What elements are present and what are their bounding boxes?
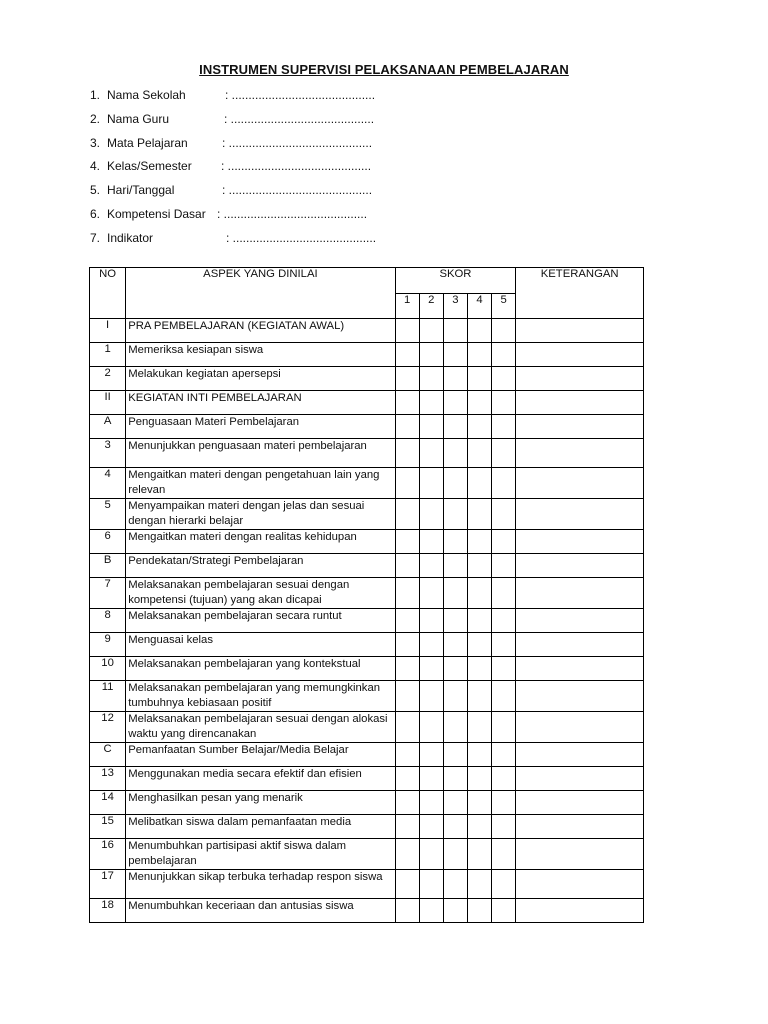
- score-cell-5[interactable]: [492, 791, 516, 815]
- info-field-number: 4.: [90, 159, 101, 174]
- score-cell-2[interactable]: [419, 578, 443, 609]
- score-cell-4[interactable]: [467, 743, 491, 767]
- score-cell-4[interactable]: [467, 499, 491, 530]
- keterangan-cell[interactable]: [516, 767, 644, 791]
- score-cell-5[interactable]: [492, 343, 516, 367]
- row-number: A: [90, 415, 126, 439]
- score-cell-5[interactable]: [492, 712, 516, 743]
- score-cell-1[interactable]: [395, 839, 419, 870]
- table-row: [90, 767, 644, 791]
- row-number: 4: [90, 468, 126, 499]
- score-cell-2[interactable]: [419, 415, 443, 439]
- info-field-number: 5.: [90, 183, 101, 198]
- row-number: 2: [90, 367, 126, 391]
- score-cell-4[interactable]: [467, 815, 491, 839]
- score-cell-3[interactable]: [443, 319, 467, 343]
- score-cell-2[interactable]: [419, 839, 443, 870]
- document-title-text: INSTRUMEN SUPERVISI PELAKSANAAN PEMBELAJARAN: [199, 62, 569, 77]
- score-cell-1[interactable]: [395, 468, 419, 499]
- score-cell-4[interactable]: [467, 767, 491, 791]
- score-cell-5[interactable]: [492, 439, 516, 468]
- row-aspect: Melaksanakan pembelajaran sesuai dengan kompetensi (tujuan) yang akan dicapai: [126, 578, 395, 609]
- row-aspect: PRA PEMBELAJARAN (KEGIATAN AWAL): [126, 319, 395, 343]
- keterangan-cell[interactable]: [516, 839, 644, 870]
- score-cell-2[interactable]: [419, 499, 443, 530]
- table-row: [90, 743, 644, 767]
- row-aspect: Menggunakan media secara efektif dan efisien: [126, 767, 395, 791]
- keterangan-cell[interactable]: [516, 870, 644, 899]
- table-row: [90, 530, 644, 554]
- score-cell-3[interactable]: [443, 391, 467, 415]
- score-cell-1[interactable]: [395, 767, 419, 791]
- score-cell-2[interactable]: [419, 554, 443, 578]
- row-number: 6: [90, 530, 126, 554]
- table-row: [90, 712, 644, 743]
- score-cell-1[interactable]: [395, 712, 419, 743]
- score-header-2: 2: [419, 294, 443, 319]
- score-cell-1[interactable]: [395, 343, 419, 367]
- header-keterangan: KETERANGAN: [516, 268, 644, 319]
- score-cell-1[interactable]: [395, 743, 419, 767]
- score-cell-2[interactable]: [419, 319, 443, 343]
- score-cell-3[interactable]: [443, 899, 467, 923]
- score-cell-5[interactable]: [492, 743, 516, 767]
- score-cell-1[interactable]: [395, 815, 419, 839]
- score-cell-3[interactable]: [443, 633, 467, 657]
- table-row: [90, 657, 644, 681]
- score-cell-5[interactable]: [492, 415, 516, 439]
- row-aspect: Melaksanakan pembelajaran secara runtut: [126, 609, 395, 633]
- row-aspect: Memeriksa kesiapan siswa: [126, 343, 395, 367]
- score-cell-3[interactable]: [443, 415, 467, 439]
- row-aspect: Menghasilkan pesan yang menarik: [126, 791, 395, 815]
- score-cell-4[interactable]: [467, 415, 491, 439]
- keterangan-cell[interactable]: [516, 899, 644, 923]
- info-field-label: Kompetensi Dasar: [107, 206, 206, 221]
- keterangan-cell[interactable]: [516, 415, 644, 439]
- score-cell-3[interactable]: [443, 839, 467, 870]
- row-number: 17: [90, 870, 126, 899]
- score-cell-4[interactable]: [467, 391, 491, 415]
- score-cell-3[interactable]: [443, 439, 467, 468]
- score-cell-3[interactable]: [443, 578, 467, 609]
- score-cell-2[interactable]: [419, 367, 443, 391]
- row-aspect: Melaksanakan pembelajaran sesuai dengan alokasi waktu yang direncanakan: [126, 712, 395, 743]
- info-field-label: Nama Guru: [107, 111, 170, 126]
- table-row: [90, 499, 644, 530]
- score-cell-1[interactable]: [395, 899, 419, 923]
- row-aspect: KEGIATAN INTI PEMBELAJARAN: [126, 391, 395, 415]
- row-number: 18: [90, 899, 126, 923]
- row-number: 15: [90, 815, 126, 839]
- score-cell-3[interactable]: [443, 468, 467, 499]
- row-aspect: Melibatkan siswa dalam pemanfaatan media: [126, 815, 395, 839]
- row-number: C: [90, 743, 126, 767]
- row-aspect: Pemanfaatan Sumber Belajar/Media Belajar: [126, 743, 395, 767]
- score-cell-3[interactable]: [443, 767, 467, 791]
- info-field-blank[interactable]: : ...........................................: [221, 159, 372, 174]
- score-cell-2[interactable]: [419, 767, 443, 791]
- score-cell-2[interactable]: [419, 343, 443, 367]
- score-cell-3[interactable]: [443, 870, 467, 899]
- table-row: [90, 468, 644, 499]
- score-cell-1[interactable]: [395, 554, 419, 578]
- keterangan-cell[interactable]: [516, 319, 644, 343]
- score-cell-3[interactable]: [443, 743, 467, 767]
- row-aspect: Menumbuhkan keceriaan dan antusias siswa: [126, 899, 395, 923]
- row-number: 7: [90, 578, 126, 609]
- score-cell-5[interactable]: [492, 499, 516, 530]
- keterangan-cell[interactable]: [516, 633, 644, 657]
- score-cell-1[interactable]: [395, 415, 419, 439]
- keterangan-cell[interactable]: [516, 743, 644, 767]
- table-row: [90, 633, 644, 657]
- keterangan-cell[interactable]: [516, 530, 644, 554]
- score-cell-1[interactable]: [395, 499, 419, 530]
- info-field-label: Kelas/Semester: [107, 159, 192, 174]
- info-field-blank[interactable]: : ...........................................: [222, 183, 373, 198]
- info-field-label: Mata Pelajaran: [107, 135, 188, 150]
- table-row: [90, 578, 644, 609]
- score-cell-1[interactable]: [395, 657, 419, 681]
- score-cell-5[interactable]: [492, 530, 516, 554]
- row-aspect: Menguasai kelas: [126, 633, 395, 657]
- score-cell-4[interactable]: [467, 899, 491, 923]
- score-cell-5[interactable]: [492, 657, 516, 681]
- score-header-3: 3: [443, 294, 467, 319]
- score-cell-1[interactable]: [395, 367, 419, 391]
- row-number: I: [90, 319, 126, 343]
- score-cell-3[interactable]: [443, 681, 467, 712]
- row-number: 13: [90, 767, 126, 791]
- row-number: 1: [90, 343, 126, 367]
- score-cell-4[interactable]: [467, 839, 491, 870]
- score-cell-5[interactable]: [492, 367, 516, 391]
- info-field-number: 3.: [90, 135, 101, 150]
- table-row: [90, 391, 644, 415]
- score-cell-3[interactable]: [443, 791, 467, 815]
- keterangan-cell[interactable]: [516, 712, 644, 743]
- score-cell-4[interactable]: [467, 681, 491, 712]
- score-cell-2[interactable]: [419, 657, 443, 681]
- document-title: [0, 62, 768, 77]
- score-cell-1[interactable]: [395, 870, 419, 899]
- row-aspect: Pendekatan/Strategi Pembelajaran: [126, 554, 395, 578]
- table-row: [90, 839, 644, 870]
- score-cell-5[interactable]: [492, 767, 516, 791]
- table-row: [90, 343, 644, 367]
- score-cell-2[interactable]: [419, 712, 443, 743]
- score-cell-5[interactable]: [492, 633, 516, 657]
- row-aspect: Menyampaikan materi dengan jelas dan sesuai dengan hierarki belajar: [126, 499, 395, 530]
- table-row: [90, 415, 644, 439]
- info-field-label: Nama Sekolah: [107, 88, 186, 102]
- table-row: [90, 609, 644, 633]
- score-cell-1[interactable]: [395, 791, 419, 815]
- header-aspek: ASPEK YANG DINILAI: [126, 268, 395, 319]
- score-cell-4[interactable]: [467, 791, 491, 815]
- score-cell-4[interactable]: [467, 530, 491, 554]
- keterangan-cell[interactable]: [516, 468, 644, 499]
- score-cell-4[interactable]: [467, 468, 491, 499]
- score-cell-5[interactable]: [492, 468, 516, 499]
- header-skor: SKOR: [395, 268, 516, 294]
- score-cell-2[interactable]: [419, 391, 443, 415]
- keterangan-cell[interactable]: [516, 657, 644, 681]
- score-cell-1[interactable]: [395, 319, 419, 343]
- score-cell-1[interactable]: [395, 578, 419, 609]
- row-number: 8: [90, 609, 126, 633]
- info-field-blank[interactable]: : ...........................................: [222, 135, 373, 150]
- keterangan-cell[interactable]: [516, 439, 644, 468]
- score-cell-1[interactable]: [395, 681, 419, 712]
- row-number: 9: [90, 633, 126, 657]
- score-cell-4[interactable]: [467, 609, 491, 633]
- row-number: 16: [90, 839, 126, 870]
- score-cell-5[interactable]: [492, 609, 516, 633]
- score-cell-3[interactable]: [443, 343, 467, 367]
- info-field-blank[interactable]: : ...........................................: [217, 206, 368, 221]
- score-cell-5[interactable]: [492, 554, 516, 578]
- row-number: 3: [90, 439, 126, 468]
- keterangan-cell[interactable]: [516, 367, 644, 391]
- row-number: 10: [90, 657, 126, 681]
- row-aspect: Menunjukkan sikap terbuka terhadap respon siswa: [126, 870, 395, 899]
- score-cell-3[interactable]: [443, 530, 467, 554]
- info-field-number: 7.: [90, 230, 101, 245]
- score-cell-4[interactable]: [467, 367, 491, 391]
- score-cell-4[interactable]: [467, 657, 491, 681]
- score-cell-2[interactable]: [419, 899, 443, 923]
- score-cell-3[interactable]: [443, 815, 467, 839]
- score-cell-2[interactable]: [419, 439, 443, 468]
- score-cell-3[interactable]: [443, 499, 467, 530]
- score-cell-4[interactable]: [467, 343, 491, 367]
- score-header-4: 4: [467, 294, 491, 319]
- table-row: [90, 899, 644, 923]
- header-no: NO: [90, 268, 126, 319]
- score-cell-4[interactable]: [467, 439, 491, 468]
- score-cell-2[interactable]: [419, 743, 443, 767]
- keterangan-cell[interactable]: [516, 815, 644, 839]
- row-number: 5: [90, 499, 126, 530]
- info-field-blank[interactable]: : ...........................................: [225, 88, 376, 102]
- score-cell-5[interactable]: [492, 681, 516, 712]
- row-aspect: Mengaitkan materi dengan pengetahuan lain yang relevan: [126, 468, 395, 499]
- score-cell-5[interactable]: [492, 578, 516, 609]
- score-cell-2[interactable]: [419, 609, 443, 633]
- table-row: [90, 367, 644, 391]
- score-cell-2[interactable]: [419, 530, 443, 554]
- info-field-blank[interactable]: : ...........................................: [226, 230, 377, 245]
- score-cell-3[interactable]: [443, 712, 467, 743]
- table-row: [90, 439, 644, 468]
- info-field-number: 2.: [90, 111, 101, 126]
- table-row: [90, 791, 644, 815]
- table-row: [90, 554, 644, 578]
- info-field-blank[interactable]: : ...........................................: [224, 111, 375, 126]
- row-aspect: Menunjukkan penguasaan materi pembelajaran: [126, 439, 395, 468]
- row-aspect: Mengaitkan materi dengan realitas kehidupan: [126, 530, 395, 554]
- score-cell-1[interactable]: [395, 439, 419, 468]
- score-cell-3[interactable]: [443, 367, 467, 391]
- score-cell-3[interactable]: [443, 609, 467, 633]
- info-field-label: Indikator: [107, 230, 154, 245]
- table-row: [90, 681, 644, 712]
- score-cell-4[interactable]: [467, 633, 491, 657]
- score-cell-5[interactable]: [492, 899, 516, 923]
- info-field-number: 1.: [90, 88, 101, 102]
- score-cell-4[interactable]: [467, 578, 491, 609]
- score-header-1: 1: [395, 294, 419, 319]
- table-row: [90, 319, 644, 343]
- score-cell-4[interactable]: [467, 870, 491, 899]
- keterangan-cell[interactable]: [516, 391, 644, 415]
- score-cell-1[interactable]: [395, 391, 419, 415]
- score-cell-1[interactable]: [395, 609, 419, 633]
- keterangan-cell[interactable]: [516, 681, 644, 712]
- row-aspect: Melaksanakan pembelajaran yang kontekstual: [126, 657, 395, 681]
- row-aspect: Melaksanakan pembelajaran yang memungkinkan tumbuhnya kebiasaan positif: [126, 681, 395, 712]
- score-cell-3[interactable]: [443, 554, 467, 578]
- score-cell-2[interactable]: [419, 815, 443, 839]
- score-cell-5[interactable]: [492, 391, 516, 415]
- keterangan-cell[interactable]: [516, 499, 644, 530]
- row-number: B: [90, 554, 126, 578]
- score-cell-1[interactable]: [395, 530, 419, 554]
- score-cell-4[interactable]: [467, 319, 491, 343]
- score-cell-4[interactable]: [467, 554, 491, 578]
- row-number: 12: [90, 712, 126, 743]
- score-cell-1[interactable]: [395, 633, 419, 657]
- keterangan-cell[interactable]: [516, 609, 644, 633]
- score-cell-2[interactable]: [419, 870, 443, 899]
- table-row: [90, 815, 644, 839]
- row-number: II: [90, 391, 126, 415]
- score-cell-4[interactable]: [467, 712, 491, 743]
- keterangan-cell[interactable]: [516, 554, 644, 578]
- score-cell-5[interactable]: [492, 815, 516, 839]
- table-row: [90, 870, 644, 899]
- info-field-number: 6.: [90, 206, 101, 221]
- score-cell-2[interactable]: [419, 681, 443, 712]
- row-aspect: Penguasaan Materi Pembelajaran: [126, 415, 395, 439]
- score-cell-2[interactable]: [419, 468, 443, 499]
- assessment-table: [89, 267, 644, 923]
- score-cell-5[interactable]: [492, 839, 516, 870]
- row-aspect: Menumbuhkan partisipasi aktif siswa dalam pembelajaran: [126, 839, 395, 870]
- row-number: 14: [90, 791, 126, 815]
- keterangan-cell[interactable]: [516, 578, 644, 609]
- score-cell-2[interactable]: [419, 633, 443, 657]
- keterangan-cell[interactable]: [516, 791, 644, 815]
- keterangan-cell[interactable]: [516, 343, 644, 367]
- score-cell-5[interactable]: [492, 870, 516, 899]
- info-field-label: Hari/Tanggal: [107, 183, 175, 198]
- score-header-5: 5: [492, 294, 516, 319]
- score-cell-2[interactable]: [419, 791, 443, 815]
- score-cell-3[interactable]: [443, 657, 467, 681]
- score-cell-5[interactable]: [492, 319, 516, 343]
- row-aspect: Melakukan kegiatan apersepsi: [126, 367, 395, 391]
- row-number: 11: [90, 681, 126, 712]
